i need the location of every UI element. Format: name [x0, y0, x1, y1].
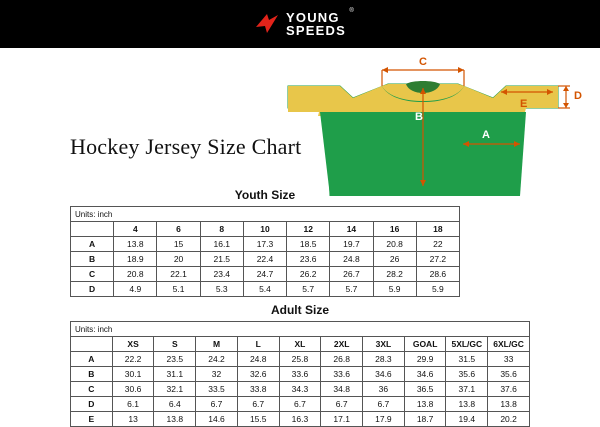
brand-logo: [254, 8, 355, 38]
table-column-header: 2XL: [321, 337, 363, 352]
dim-label-d: D: [574, 90, 582, 102]
table-cell: 13.8: [404, 397, 446, 412]
table-cell: 6.7: [363, 397, 405, 412]
table-cell: 28.6: [416, 267, 459, 282]
table-cell: 33.6: [279, 367, 321, 382]
table-cell: 14.6: [196, 412, 238, 427]
table-row-header: D: [71, 397, 113, 412]
table-row: [71, 237, 460, 252]
youth-size-table: [70, 206, 460, 297]
table-column-header: 8: [200, 222, 243, 237]
table-row: [71, 367, 530, 382]
table-cell: 6.7: [237, 397, 279, 412]
table-column-header: 18: [416, 222, 459, 237]
table-cell: 5.7: [287, 282, 330, 297]
table-row: [71, 282, 460, 297]
table-cell: 6.7: [321, 397, 363, 412]
table-cell: 26.2: [287, 267, 330, 282]
youth-size-heading: Youth Size: [234, 188, 296, 202]
table-cell: 5.9: [416, 282, 459, 297]
table-header-row: [71, 337, 530, 352]
table-cell: 19.4: [446, 412, 488, 427]
table-column-header: 16: [373, 222, 416, 237]
table-cell: 32.6: [237, 367, 279, 382]
table-units-row: [71, 322, 530, 337]
table-cell: 4.9: [114, 282, 157, 297]
table-cell: 35.6: [488, 367, 530, 382]
table-cell: 23.6: [287, 252, 330, 267]
table-cell: 31.1: [154, 367, 196, 382]
table-cell: 36: [363, 382, 405, 397]
table-column-header: XS: [112, 337, 154, 352]
table-column-header: [71, 222, 114, 237]
table-column-header: GOAL: [404, 337, 446, 352]
table-cell: 22.4: [243, 252, 286, 267]
table-cell: 29.9: [404, 352, 446, 367]
table-column-header: 12: [287, 222, 330, 237]
table-cell: 17.3: [243, 237, 286, 252]
table-column-header: 5XL/GC: [446, 337, 488, 352]
table-cell: 23.5: [154, 352, 196, 367]
table-cell: 21.5: [200, 252, 243, 267]
table-cell: 34.8: [321, 382, 363, 397]
table-cell: 5.7: [330, 282, 373, 297]
table-cell: 20.8: [373, 237, 416, 252]
brand-wordmark: [286, 8, 355, 38]
table-cell: 15.5: [237, 412, 279, 427]
page-header: [0, 0, 600, 48]
table-column-header: [71, 337, 113, 352]
table-column-header: L: [237, 337, 279, 352]
table-cell: 6.1: [112, 397, 154, 412]
table-cell: 6.7: [196, 397, 238, 412]
table-cell: 26: [373, 252, 416, 267]
table-cell: 16.3: [279, 412, 321, 427]
table-column-header: S: [154, 337, 196, 352]
dim-label-c: C: [419, 56, 427, 68]
adult-size-table-wrap: [70, 321, 530, 427]
table-units-label: Units: inch: [71, 322, 530, 337]
adult-size-table: [70, 321, 530, 427]
table-row: [71, 252, 460, 267]
table-row-header: B: [71, 367, 113, 382]
table-cell: 18.9: [114, 252, 157, 267]
table-column-header: 14: [330, 222, 373, 237]
table-cell: 34.6: [404, 367, 446, 382]
table-cell: 6.7: [279, 397, 321, 412]
table-cell: 22.2: [112, 352, 154, 367]
table-cell: 34.3: [279, 382, 321, 397]
table-cell: 35.6: [446, 367, 488, 382]
table-row-header: E: [71, 412, 113, 427]
table-row-header: B: [71, 252, 114, 267]
adult-size-heading: Adult Size: [270, 303, 329, 317]
registered-mark: ®: [349, 8, 355, 14]
table-cell: 32.1: [154, 382, 196, 397]
table-column-header: M: [196, 337, 238, 352]
table-cell: 28.2: [373, 267, 416, 282]
table-row-header: A: [71, 352, 113, 367]
table-cell: 23.4: [200, 267, 243, 282]
table-cell: 20.2: [488, 412, 530, 427]
table-cell: 15: [157, 237, 200, 252]
youth-size-table-wrap: [70, 206, 460, 297]
table-row: [71, 267, 460, 282]
table-cell: 20.8: [114, 267, 157, 282]
table-cell: 26.7: [330, 267, 373, 282]
table-row-header: C: [71, 267, 114, 282]
table-row-header: A: [71, 237, 114, 252]
table-cell: 24.8: [237, 352, 279, 367]
table-cell: 6.4: [154, 397, 196, 412]
table-cell: 37.1: [446, 382, 488, 397]
table-row-header: C: [71, 382, 113, 397]
table-cell: 22.1: [157, 267, 200, 282]
table-cell: 24.8: [330, 252, 373, 267]
table-row: [71, 397, 530, 412]
table-cell: 17.9: [363, 412, 405, 427]
table-column-header: 3XL: [363, 337, 405, 352]
brand-line-2: SPEEDS: [286, 23, 346, 38]
table-cell: 16.1: [200, 237, 243, 252]
table-cell: 26.8: [321, 352, 363, 367]
page-title: Hockey Jersey Size Chart: [70, 134, 302, 159]
table-units-row: [71, 207, 460, 222]
table-cell: 34.6: [363, 367, 405, 382]
table-cell: 30.1: [112, 367, 154, 382]
table-cell: 32: [196, 367, 238, 382]
table-cell: 33.5: [196, 382, 238, 397]
table-cell: 36.5: [404, 382, 446, 397]
table-cell: 18.5: [287, 237, 330, 252]
table-cell: 19.7: [330, 237, 373, 252]
table-cell: 28.3: [363, 352, 405, 367]
table-cell: 13.8: [488, 397, 530, 412]
table-column-header: 10: [243, 222, 286, 237]
table-column-header: XL: [279, 337, 321, 352]
table-cell: 31.5: [446, 352, 488, 367]
table-column-header: 6: [157, 222, 200, 237]
table-row: [71, 352, 530, 367]
table-cell: 5.3: [200, 282, 243, 297]
table-cell: 20: [157, 252, 200, 267]
table-cell: 24.2: [196, 352, 238, 367]
dim-label-b: B: [415, 111, 423, 123]
table-cell: 33: [488, 352, 530, 367]
table-cell: 5.1: [157, 282, 200, 297]
table-cell: 13.8: [154, 412, 196, 427]
table-cell: 37.6: [488, 382, 530, 397]
table-cell: 33.6: [321, 367, 363, 382]
dim-label-e: E: [520, 98, 528, 110]
table-cell: 5.4: [243, 282, 286, 297]
arrow-logo-icon: [254, 13, 280, 35]
table-header-row: [71, 222, 460, 237]
table-cell: 22: [416, 237, 459, 252]
table-cell: 17.1: [321, 412, 363, 427]
table-cell: 25.8: [279, 352, 321, 367]
brand-line-1: YOUNG ®: [286, 8, 355, 25]
table-row: [71, 412, 530, 427]
table-units-label: Units: inch: [71, 207, 460, 222]
table-row-header: D: [71, 282, 114, 297]
table-cell: 33.8: [237, 382, 279, 397]
table-cell: 24.7: [243, 267, 286, 282]
table-row: [71, 382, 530, 397]
table-cell: 30.6: [112, 382, 154, 397]
table-cell: 27.2: [416, 252, 459, 267]
table-cell: 18.7: [404, 412, 446, 427]
table-column-header: 6XL/GC: [488, 337, 530, 352]
table-column-header: 4: [114, 222, 157, 237]
table-cell: 13.8: [446, 397, 488, 412]
table-cell: 5.9: [373, 282, 416, 297]
table-cell: 13.8: [114, 237, 157, 252]
table-cell: 13: [112, 412, 154, 427]
dim-label-a: A: [482, 129, 490, 141]
jersey-diagram: [258, 56, 588, 196]
jersey-illustration: [258, 56, 588, 196]
